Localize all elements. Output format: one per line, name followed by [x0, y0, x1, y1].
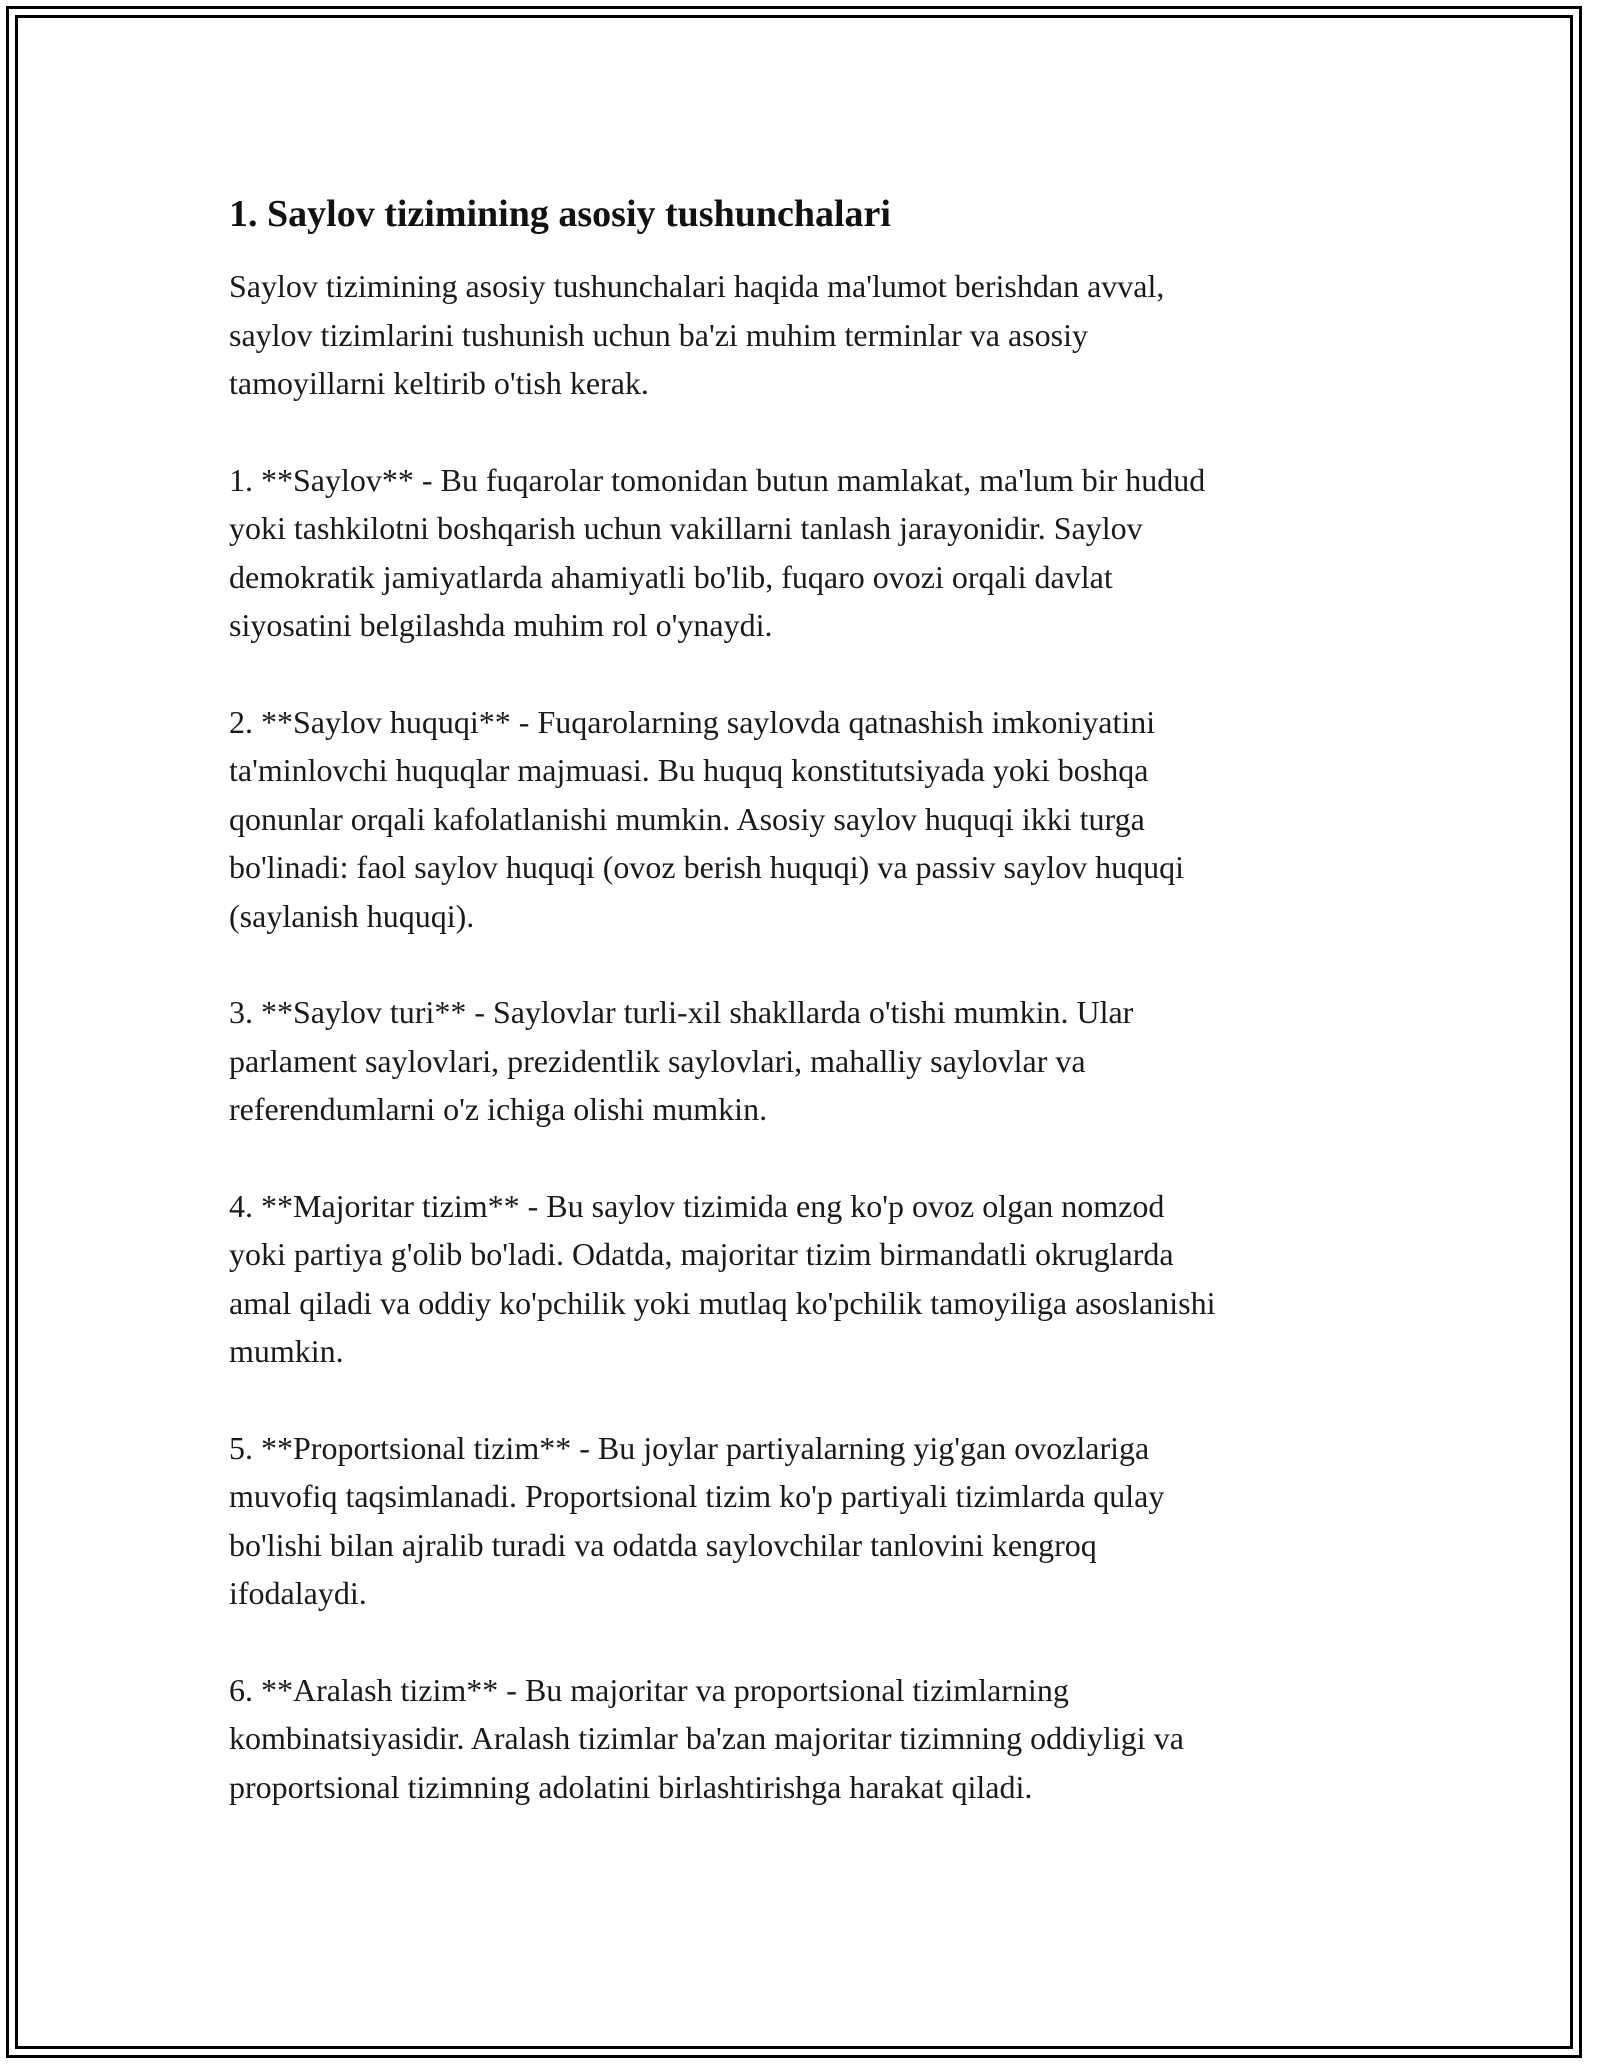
list-item-aralash-tizim: 6. **Aralash tizim** - Bu majoritar va proportsional tizimlarning kombinatsiyasidir. Aralash tizimlar ba'zan majoritar tizimning oddiyligi va proportsional tizimning adolatini birlashtirishga harakat qiladi. [229, 1671, 1184, 1805]
document-title: 1. Saylov tizimining asosiy tushunchalari [229, 193, 891, 235]
list-item-proportsional-tizim: 5. **Proportsional tizim** - Bu joylar partiyalarning yig'gan ovozlariga muvofiq taqsimlanadi. Proportsional tizim ko'p partiyali tizimlarda qulay bo'lishi bilan ajralib turadi va odatda saylovchilar tanlovini kengroq ifodalaydi. [229, 1429, 1165, 1611]
list-item-saylov-turi: 3. **Saylov turi** - Saylovlar turli-xil shakllarda o'tishi mumkin. Ular parlament saylovlari, prezidentlik saylovlari, mahalliy saylovlar va referendumlarni o'z ichiga olishi mumkin. [229, 994, 1134, 1127]
list-item-saylov: 1. **Saylov** - Bu fuqarolar tomonidan butun mamlakat, ma'lum bir hudud yoki tashkilotni boshqarish uchun vakillarni tanlash jarayonidir. Saylov demokratik jamiyatlarda ahamiyatli bo'lib, fuqaro ovozi orqali davlat siyosatini belgilashda muhim rol o'ynaydi. [229, 461, 1206, 643]
list-item-saylov-huquqi: 2. **Saylov huquqi** - Fuqarolarning saylovda qatnashish imkoniyatini ta'minlovchi huquqlar majmuasi. Bu huquq konstitutsiyada yoki boshqa qonunlar orqali kafolatlanishi mumkin. Asosiy saylov huquqi ikki turga bo'linadi: faol saylov huquqi (ovoz berish huquqi) va passiv saylov huquqi (saylanish huquqi). [229, 703, 1184, 934]
document-body [229, 186, 1409, 1859]
intro-paragraph: Saylov tizimining asosiy tushunchalari haqida ma'lumot berishdan avval, saylov tizimlarini tushunish uchun ba'zi muhim terminlar va asosiy tamoyillarni keltirib o'tish kerak. [229, 268, 1165, 401]
list-item-majoritar-tizim: 4. **Majoritar tizim** - Bu saylov tizimida eng ko'p ovoz olgan nomzod yoki partiya g'olib bo'ladi. Odatda, majoritar tizim birmandatli okruglarda amal qiladi va oddiy ko'pchilik yoki mutlaq ko'pchilik tamoyiliga asoslanishi mumkin. [229, 1187, 1216, 1369]
